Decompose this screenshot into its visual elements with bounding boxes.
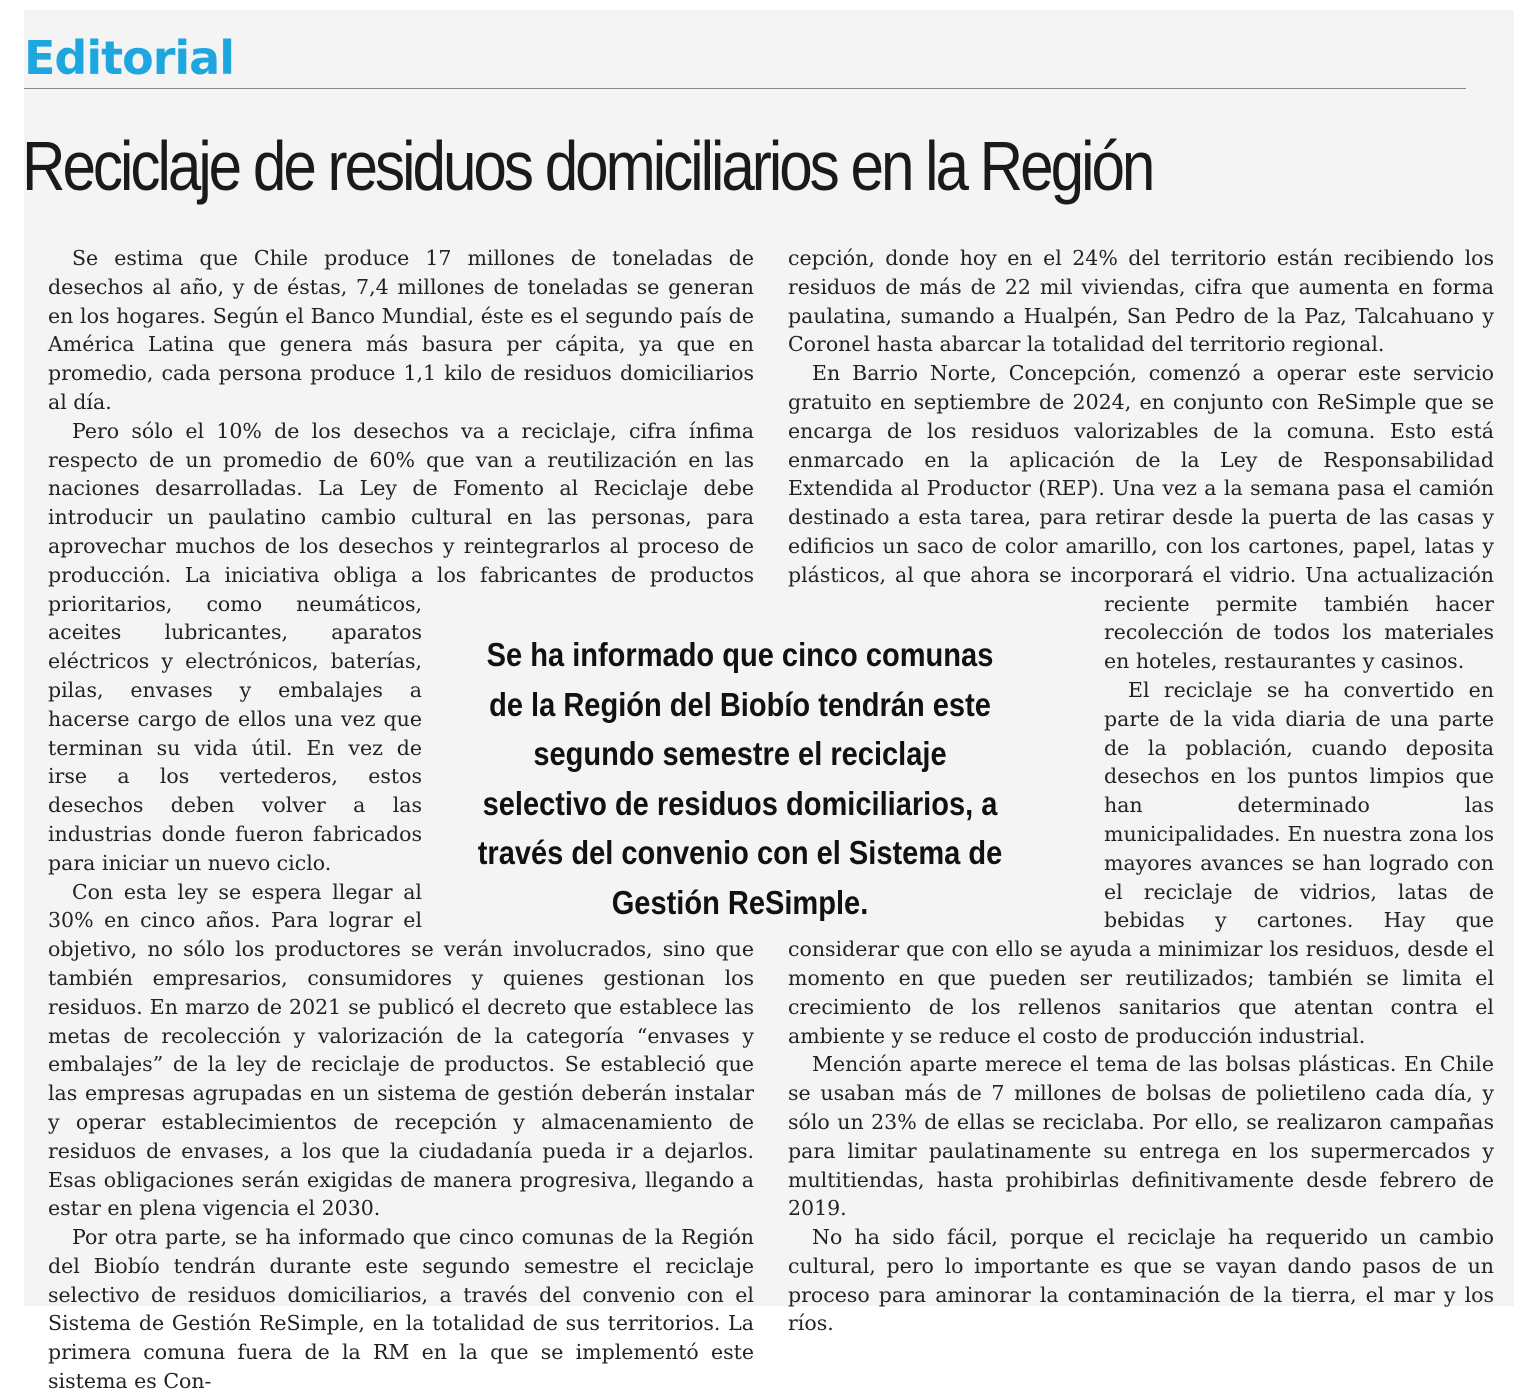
paragraph: El reciclaje se ha convertido en parte de la vida diaria de una parte de la población, cuando deposita desechos en los puntos limpios que han determinado las municipalidades. En nuestra zona los mayores avances se han logrado con el reciclaje de vidrios, latas de bebidas y cartones. Hay que considerar que con ello se ayuda a minimizar los residuos, desde el momento en que pueden ser reutilizados; también se limita el crecimiento de los rellenos sanitarios que atentan contra el ambiente y se reduce el costo de producción industrial. (788, 677, 1494, 1048)
paragraph: No ha sido fácil, porque el reciclaje ha requerido un cambio cultural, pero lo importante es que se vayan dando pasos de un proceso para aminorar la contaminación de la tierra, el mar y los ríos. (788, 1225, 1494, 1336)
paragraph: Se estima que Chile produce 17 millones de toneladas de desechos al año, y de éstas, 7,4 millones de toneladas se generan en los hogares. Según el Banco Mundial, éste es el segundo país de América Latina que genera más basura per cápita, ya que en promedio, cada persona produce 1,1 kilo de residuos domiciliarios al día. (48, 246, 754, 414)
paragraph: Pero sólo el 10% de los desechos va a reciclaje, cifra ínfima respecto de un promedio de 60% que van a reutilización en las naciones desarrolladas. La Ley de Fomento al Reciclaje debe introducir un paulatino cambio cultural en las personas, para aprovechar muchos de los desechos y reintegrarlos al proceso de producción. La iniciativa obliga a los fabricantes de productos prioritarios, como neumáticos, aceites lubricantes, aparatos eléctricos y electrónicos, baterías, pilas, envases y embalajes a hacerse cargo de ellos una vez que terminan su vida útil. En vez de irse a los vertederos, estos desechos deben volver a las industrias donde fueron fabricados para iniciar un nuevo ciclo. (48, 418, 754, 875)
paragraph: Mención aparte merece el tema de las bolsas plásticas. En Chile se usaban más de 7 millones de bolsas de polietileno cada día, y sólo un 23% de ellas se reciclaba. Por ello, se realizaron campañas para limitar paulatinamente su entrega en los supermercados y multitiendas, hasta prohibirlas definitivamente desde febrero de 2019. (788, 1052, 1494, 1221)
paragraph: En Barrio Norte, Concepción, comenzó a operar este servicio gratuito en septiembre de 2024, en conjunto con ReSimple que se encarga de los residuos valorizables de la comuna. Esto está enmarcado en la aplicación de la Ley de Responsabilidad Extendida al Productor (REP). Una vez a la semana pasa el camión destinado a esta tarea, para retirar desde la puerta de las casas y edificios un saco de color amarillo, con los cartones, papel, latas y plásticos, al que ahora se incorporará el vidrio. Una actualización reciente permite también hacer recolección de todos los materiales en hoteles, restaurantes y casinos. (788, 361, 1494, 674)
section-divider (24, 88, 1466, 89)
headline: Reciclaje de residuos domiciliarios en la Región (22, 127, 1153, 205)
pull-quote: Se ha informado que cinco comunas de la Región del Biobío tendrán este segundo semestre el reciclaje selectivo de residuos domiciliarios, a través del convenio con el Sistema de Gestión ReSimple. (477, 636, 1003, 921)
section-label: Editorial (24, 31, 234, 85)
paragraph: Por otra parte, se ha informado que cinco comunas de la Región del Biobío tendrán durante este segundo semestre el reciclaje selectivo de residuos domiciliarios, a través del convenio con el Sistema de Gestión ReSimple, en la totalidad de sus territorios. La primera comuna fuera de la RM en la que se implementó este sistema es Con- (48, 1225, 754, 1394)
paragraph: cepción, donde hoy en el 24% del territorio están recibiendo los residuos de más de 22 mil viviendas, cifra que aumenta en forma paulatina, sumando a Hualpén, San Pedro de la Paz, Talcahuano y Coronel hasta abarcar la totalidad del territorio regional. (788, 246, 1494, 357)
paragraph: Con esta ley se espera llegar al 30% en cinco años. Para lograr el objetivo, no sólo los productores se verán involucrados, sino que también empresarios, consumidores y quienes gestionan los residuos. En marzo de 2021 se publicó el decreto que establece las metas de recolección y valorización de la categoría “envases y embalajes” de la ley de reciclaje de productos. Se estableció que las empresas agrupadas en un sistema de gestión deberán instalar y operar establecimientos de recepción y almacenamiento de residuos de envases, a los que la ciudadanía pueda ir a dejarlos. Esas obligaciones serán exigidas de manera progresiva, llegando a estar en plena vigencia el 2030. (48, 879, 754, 1221)
